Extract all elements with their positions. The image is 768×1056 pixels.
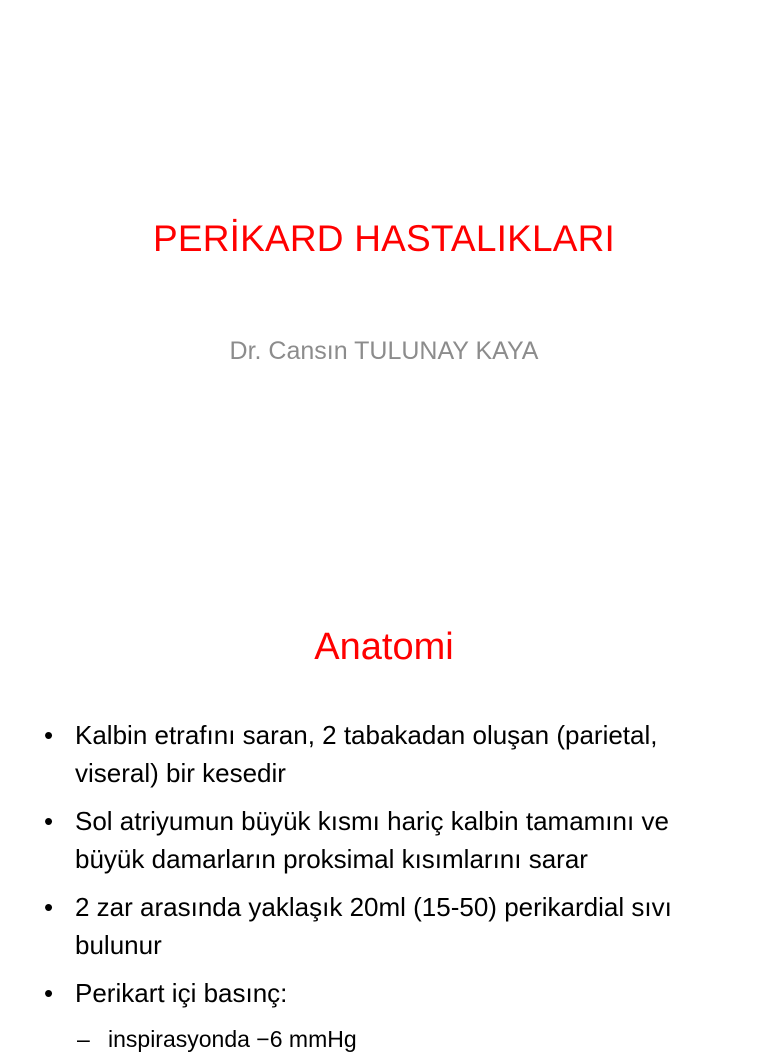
bullet-item	[42, 802, 742, 878]
sub-bullet-marker: –	[77, 1026, 90, 1052]
bullet-text: Kalbin etrafını saran, 2 tabakadan oluşan (parietal, viseral) bir kesedir	[75, 720, 658, 788]
bullet-text: Sol atriyumun büyük kısmı hariç kalbin tamamını ve büyük damarların proksimal kısımlarını sarar	[75, 806, 669, 874]
presentation-author: Dr. Cansın TULUNAY KAYA	[229, 337, 539, 365]
bullet-text: 2 zar arasında yaklaşık 20ml (15-50) perikardial sıvı bulunur	[75, 892, 672, 960]
presentation-title: PERİKARD HASTALIKLARI	[152, 218, 616, 259]
anatomy-slide	[0, 512, 768, 1052]
slide-title: Anatomi	[314, 626, 454, 668]
bullet-text: Perikart içi basınç:	[75, 978, 288, 1008]
sub-bullet-text: inspirasyonda −6 mmHg	[108, 1026, 357, 1052]
sub-bullet-item	[75, 1022, 742, 1056]
bullet-marker: •	[44, 892, 54, 922]
title-slide	[0, 0, 768, 512]
bullet-marker: •	[44, 806, 54, 836]
bullet-item	[42, 716, 742, 792]
bullet-marker: •	[44, 720, 54, 750]
bullet-item	[42, 974, 742, 1012]
bullet-item	[42, 888, 742, 964]
bullet-marker: •	[44, 978, 54, 1008]
bullet-list	[42, 716, 742, 1056]
